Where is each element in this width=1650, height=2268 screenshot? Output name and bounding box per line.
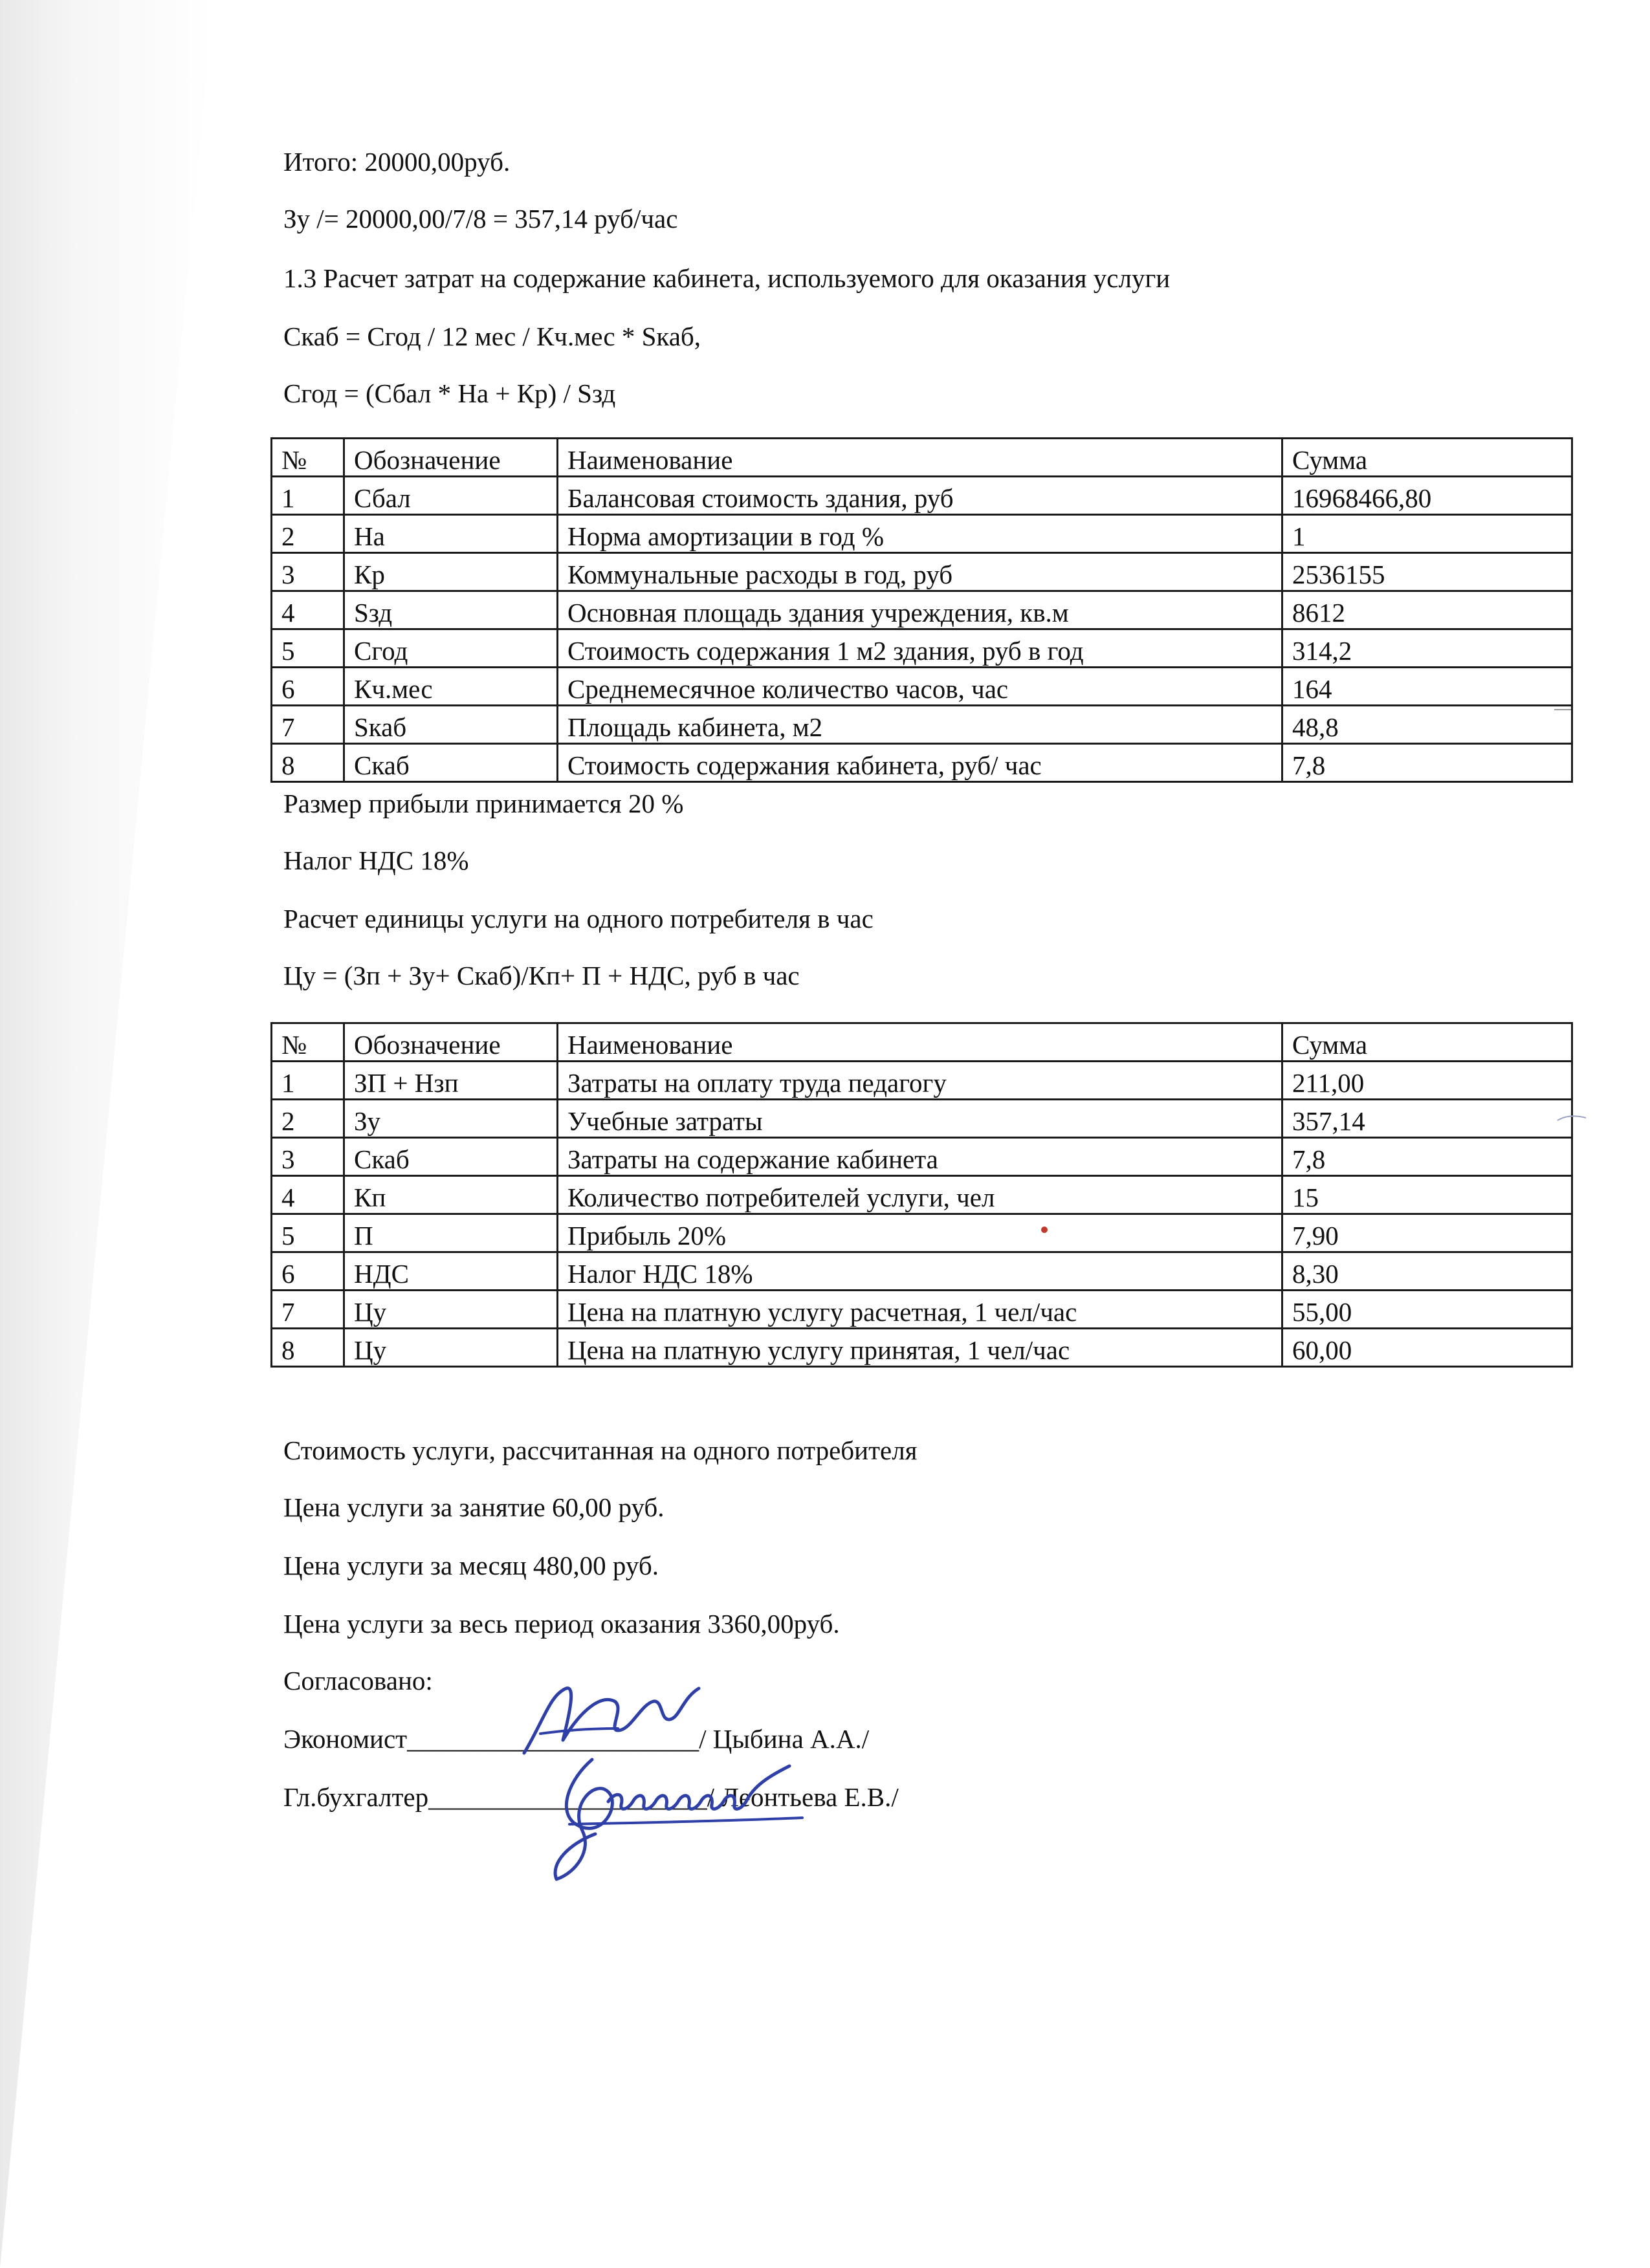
table2-cell-col-name: Затраты на содержание кабинета xyxy=(558,1138,1282,1176)
table2-cell-col-sum: 15 xyxy=(1282,1176,1572,1214)
table2-cell-col-symbol: Зу xyxy=(344,1100,558,1138)
stray-mark xyxy=(1556,1113,1589,1123)
table2-cell-col-num: 7 xyxy=(272,1291,344,1329)
table2-cell-col-num: 3 xyxy=(272,1138,344,1176)
table1-cell-col-num: 1 xyxy=(272,477,344,515)
table2-cell-col-symbol: НДС xyxy=(344,1252,558,1291)
stray-mark xyxy=(1040,1226,1048,1234)
table-row xyxy=(272,706,1572,744)
price-period: Цена услуги за весь период оказания 3360,00руб. xyxy=(283,1609,840,1639)
cost-title: Стоимость услуги, рассчитанная на одного потребителя xyxy=(283,1435,918,1465)
table1-cell-col-name: Стоимость содержания кабинета, руб/ час xyxy=(558,744,1282,782)
table-row xyxy=(272,1176,1572,1214)
table2-cell-col-symbol: Цу xyxy=(344,1291,558,1329)
table2-cell-col-symbol: П xyxy=(344,1214,558,1252)
table2-cell-col-num: 8 xyxy=(272,1329,344,1367)
table1-cell-col-name: Стоимость содержания 1 м2 здания, руб в год xyxy=(558,629,1282,668)
price-lesson: Цена услуги за занятие 60,00 руб. xyxy=(283,1492,665,1522)
formula-skab: Скаб = Сгод / 12 мес / Кч.мес * Sкаб, xyxy=(283,322,701,351)
agreed-label: Согласовано: xyxy=(283,1666,433,1696)
economist-signature-line: Экономист______________________/ Цыбина А.А./ xyxy=(283,1724,870,1754)
table2-cell-col-num: 5 xyxy=(272,1214,344,1252)
stray-mark xyxy=(1553,706,1572,713)
table2-cell-col-sum: 60,00 xyxy=(1282,1329,1572,1367)
price-month: Цена услуги за месяц 480,00 руб. xyxy=(283,1551,659,1580)
table1-cell-col-name: Среднемесячное количество часов, час xyxy=(558,668,1282,706)
table1-header-col-num: № xyxy=(272,439,344,477)
table2-header-col-num: № xyxy=(272,1023,344,1062)
table2-cell-col-name: Цена на платную услугу расчетная, 1 чел/час xyxy=(558,1291,1282,1329)
table2-header-col-sum: Сумма xyxy=(1282,1023,1572,1062)
table-row xyxy=(272,1100,1572,1138)
table2-cell-col-sum: 7,8 xyxy=(1282,1138,1572,1176)
table1-cell-col-sum: 7,8 xyxy=(1282,744,1572,782)
section-title: 1.3 Расчет затрат на содержание кабинета, используемого для оказания услуги xyxy=(283,263,1171,293)
table1-cell-col-name: Балансовая стоимость здания, руб xyxy=(558,477,1282,515)
table1-cell-col-name: Норма амортизации в год % xyxy=(558,515,1282,553)
table1-cell-col-sum: 314,2 xyxy=(1282,629,1572,668)
table2-cell-col-num: 6 xyxy=(272,1252,344,1291)
table1-cell-col-num: 3 xyxy=(272,553,344,591)
table1-cell-col-sum: 48,8 xyxy=(1282,706,1572,744)
table2-header-col-name: Наименование xyxy=(558,1023,1282,1062)
table-row xyxy=(272,744,1572,782)
table1-cell-col-name: Основная площадь здания учреждения, кв.м xyxy=(558,591,1282,629)
table1-cell-col-sum: 8612 xyxy=(1282,591,1572,629)
table1-cell-col-num: 5 xyxy=(272,629,344,668)
scan-shadow xyxy=(0,0,220,2268)
total-line: Итого: 20000,00руб. xyxy=(283,147,511,177)
table1-header-col-symbol: Обозначение xyxy=(344,439,558,477)
formula-cu: Цу = (Зп + Зу+ Скаб)/Кп+ П + НДС, руб в час xyxy=(283,961,800,990)
table-row xyxy=(272,591,1572,629)
formula-sgod: Сгод = (Сбал * На + Кр) / Sзд xyxy=(283,378,616,408)
service-price-table xyxy=(270,1022,1573,1368)
table1-cell-col-symbol: Кч.мес xyxy=(344,668,558,706)
vat-line: Налог НДС 18% xyxy=(283,845,469,875)
table2-cell-col-symbol: ЗП + Нзп xyxy=(344,1062,558,1100)
table2-cell-col-sum: 211,00 xyxy=(1282,1062,1572,1100)
table2-cell-col-symbol: Цу xyxy=(344,1329,558,1367)
table2-header-col-symbol: Обозначение xyxy=(344,1023,558,1062)
table-row xyxy=(272,668,1572,706)
table2-cell-col-sum: 357,14 xyxy=(1282,1100,1572,1138)
table1-cell-col-num: 7 xyxy=(272,706,344,744)
building-cost-table xyxy=(270,437,1573,783)
table-row xyxy=(272,1291,1572,1329)
table-row xyxy=(272,1329,1572,1367)
table1-cell-col-symbol: Сбал xyxy=(344,477,558,515)
table2-cell-col-num: 2 xyxy=(272,1100,344,1138)
unit-calc-line: Расчет единицы услуги на одного потребителя в час xyxy=(283,904,874,933)
table2-cell-col-sum: 8,30 xyxy=(1282,1252,1572,1291)
table1-cell-col-sum: 1 xyxy=(1282,515,1572,553)
table-row xyxy=(272,477,1572,515)
table-row xyxy=(272,1062,1572,1100)
zu-formula: Зу /= 20000,00/7/8 = 357,14 руб/час xyxy=(283,204,678,234)
table-row xyxy=(272,553,1572,591)
table1-header-col-name: Наименование xyxy=(558,439,1282,477)
table1-cell-col-symbol: Кр xyxy=(344,553,558,591)
table1-cell-col-symbol: Sкаб xyxy=(344,706,558,744)
table1-cell-col-symbol: Sзд xyxy=(344,591,558,629)
table2-cell-col-name: Количество потребителей услуги, чел xyxy=(558,1176,1282,1214)
table1-header-col-sum: Сумма xyxy=(1282,439,1572,477)
table1-cell-col-symbol: Сгод xyxy=(344,629,558,668)
table1-cell-col-num: 2 xyxy=(272,515,344,553)
table2-cell-col-sum: 55,00 xyxy=(1282,1291,1572,1329)
table2-cell-col-num: 4 xyxy=(272,1176,344,1214)
table-row xyxy=(272,1214,1572,1252)
accountant-signature xyxy=(531,1740,828,1889)
table2-cell-col-symbol: Скаб xyxy=(344,1138,558,1176)
table2-cell-col-num: 1 xyxy=(272,1062,344,1100)
table-row xyxy=(272,629,1572,668)
table2-cell-col-sum: 7,90 xyxy=(1282,1214,1572,1252)
table1-cell-col-num: 6 xyxy=(272,668,344,706)
table-row xyxy=(272,515,1572,553)
table2-cell-col-name: Цена на платную услугу принятая, 1 чел/час xyxy=(558,1329,1282,1367)
profit-line: Размер прибыли принимается 20 % xyxy=(283,789,684,818)
table1-cell-col-sum: 2536155 xyxy=(1282,553,1572,591)
table1-cell-col-symbol: На xyxy=(344,515,558,553)
table2-cell-col-name: Прибыль 20% xyxy=(558,1214,1282,1252)
table1-cell-col-sum: 164 xyxy=(1282,668,1572,706)
table2-cell-col-symbol: Кп xyxy=(344,1176,558,1214)
table1-cell-col-num: 4 xyxy=(272,591,344,629)
table2-cell-col-name: Налог НДС 18% xyxy=(558,1252,1282,1291)
table1-cell-col-sum: 16968466,80 xyxy=(1282,477,1572,515)
accountant-signature-line: Гл.бухгалтер_____________________/ Леонтьева Е.В./ xyxy=(283,1782,899,1812)
table-row xyxy=(272,1138,1572,1176)
table1-cell-col-name: Площадь кабинета, м2 xyxy=(558,706,1282,744)
table2-header-row xyxy=(272,1023,1572,1062)
table1-cell-col-name: Коммунальные расходы в год, руб xyxy=(558,553,1282,591)
table-row xyxy=(272,1252,1572,1291)
table2-cell-col-name: Затраты на оплату труда педагогу xyxy=(558,1062,1282,1100)
table1-cell-col-symbol: Скаб xyxy=(344,744,558,782)
table2-cell-col-name: Учебные затраты xyxy=(558,1100,1282,1138)
table1-cell-col-num: 8 xyxy=(272,744,344,782)
table1-header-row xyxy=(272,439,1572,477)
